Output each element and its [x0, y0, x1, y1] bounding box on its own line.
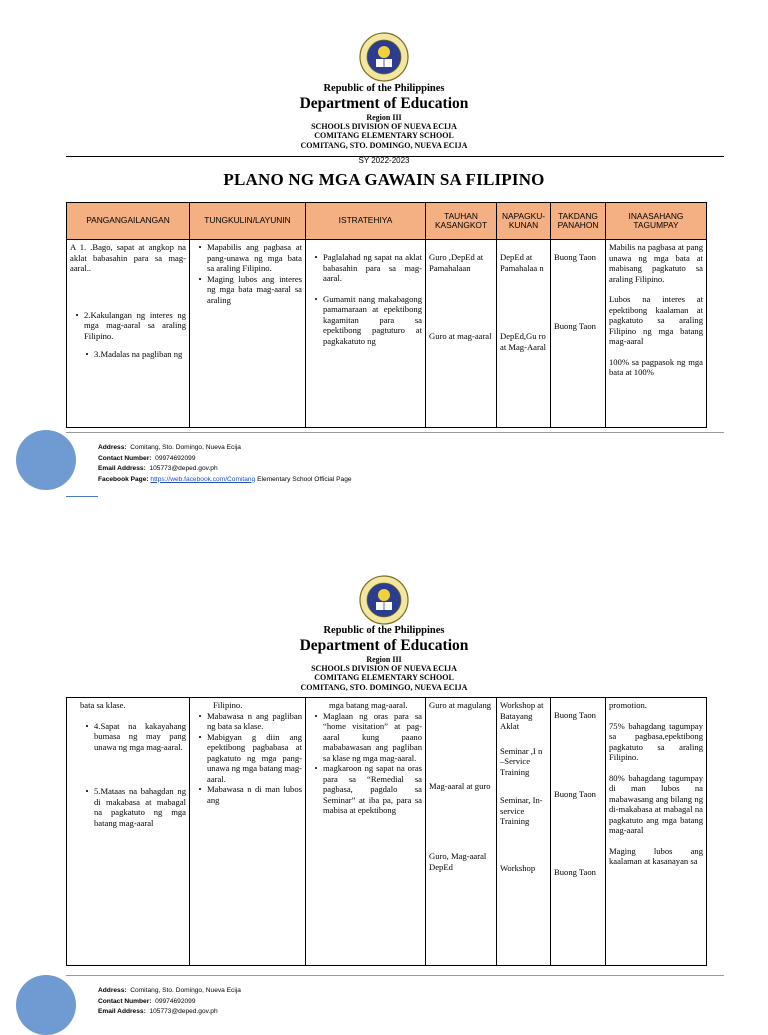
footer-address: Comitang, Sto. Domingo, Nueva Ecija: [130, 987, 241, 994]
school-label: COMITANG ELEMENTARY SCHOOL: [314, 673, 454, 682]
footer-email: 105773@deped.gov.ph: [149, 1008, 218, 1015]
cell-text: Guro at mag-aaral: [429, 331, 492, 341]
cell-text: 75% bahagdang tagumpay sa pagbasa,epektibong pagkatuto sa araling Filipino.: [609, 720, 703, 762]
region-label: Region III: [366, 113, 402, 122]
table-cell: [497, 698, 551, 966]
footer-logo-circle: [16, 430, 76, 490]
deped-seal-icon: [359, 32, 409, 82]
cell-text: Guro at magulang: [429, 700, 492, 710]
footer-fb-label: Facebook Page:: [98, 475, 149, 483]
cell-text: A 1. .Bago, sapat at angkop na aklat babasahin para sa mag-aaral..: [70, 242, 186, 273]
table-cell: bata sa klase. • 4.Sapat na kakayahang bumasa ng may pang unawa ng mga mag-aaral. • 5.Mataas na bahagdan ng di makabasa at mabagal na pagkatuto ng mga batang mag-aaral: [67, 698, 190, 966]
cell-text: Buong Taon: [554, 867, 596, 877]
cell-text: bata sa klase.: [80, 700, 126, 710]
table-cell: [426, 240, 497, 428]
cell-text: Workshop at Batayang Aklat: [500, 700, 544, 731]
footer-address: Comitang, Sto. Domingo, Nueva Ecija: [130, 444, 241, 451]
cell-text: Mabawasa n di man lubos ang: [207, 784, 302, 805]
department-heading: Department of Education: [299, 637, 469, 654]
cell-text: Guro ,DepEd at Pamahalaan: [429, 252, 484, 273]
footer-address-label: Address:: [98, 987, 127, 994]
table-cell: [551, 698, 606, 966]
col-header: INAASAHANG TAGUMPAY: [606, 203, 707, 240]
republic-heading: Republic of the Philippines: [323, 83, 445, 94]
footer-email-label: Email Address:: [98, 1008, 146, 1015]
cell-text: DepEd at Pamahalaa n: [500, 252, 544, 273]
cell-text: Seminar, In-service Training: [500, 795, 543, 826]
address-label: COMITANG, STO. DOMINGO, NUEVA ECIJA: [300, 141, 468, 150]
region-label: Region III: [366, 655, 402, 664]
plan-table-continued: [66, 697, 707, 966]
facebook-link[interactable]: https://web.facebook.com/Comitang: [150, 475, 256, 483]
footer-logo-circle: [16, 975, 76, 1035]
footer-contact-label: Contact Number:: [98, 997, 152, 1005]
cell-text: Mabilis na pagbasa at pang unawa ng mga bata at mabisang pagkatuto sa araling Filipino.: [609, 242, 703, 284]
plan-table: [66, 202, 707, 428]
cell-text: Paglalahad ng sapat na aklat babasahin para sa mag-aaral.: [323, 252, 422, 283]
cell-text: Seminar ,I n –Service Training: [500, 745, 543, 777]
table-cell: Filipino. • Mabawasa n ang pagliban ng bata sa klase. • Mabigyan g diin ang epektibong pagbabasa at pagkatuto ng mga pang-unawa ng mga batang mag-aaral. • Mabawasa n di man lubos ang: [190, 698, 306, 966]
cell-text: 3.Madalas na pagliban ng: [94, 349, 183, 359]
address-label: COMITANG, STO. DOMINGO, NUEVA ECIJA: [300, 683, 468, 692]
cell-text: 4.Sapat na kakayahang bumasa ng may pang unawa ng mga mag-aaral.: [94, 720, 186, 752]
table-cell: [551, 240, 606, 428]
footer-contact: [98, 443, 352, 485]
table-cell: [606, 240, 707, 428]
division-label: SCHOOLS DIVISION OF NUEVA ECIJA: [311, 122, 457, 131]
cell-text: Maging lubos ang interes ng mga bata mag-aaral sa araling: [207, 273, 302, 305]
division-label: SCHOOLS DIVISION OF NUEVA ECIJA: [311, 664, 457, 673]
table-row: [67, 698, 707, 966]
footer-contact-number: 09974692099: [155, 454, 196, 462]
col-header: NAPAGKU-KUNAN: [497, 203, 551, 240]
footer-contact: [98, 986, 241, 1018]
table-row: [67, 240, 707, 428]
cell-text: Mabigyan g diin ang epektibong pagbabasa at pagkatuto ng mga pang-unawa ng mga batang mag-aaral.: [207, 731, 302, 784]
footer-separator: [66, 432, 724, 433]
footer-email: 105773@deped.gov.ph: [149, 465, 218, 472]
table-cell: mga batang mag-aaral. • Maglaan ng oras para sa “home visitation” at pag-aaral kung paano mababawasan ang pagliban sa klase ng mga mag-aaral. • magkaroon ng sapat na oras para sa “Remedial sa pagbasa, pagdalo sa Seminar” at iba pa, para sa mabisa at epektibong: [306, 698, 426, 966]
cell-text: Mag-aaral at guro: [429, 780, 491, 791]
deped-seal-icon: [359, 575, 409, 625]
page-2: [0, 545, 768, 1024]
col-header: PANGANGAILANGAN: [67, 203, 190, 240]
table-header-row: [67, 203, 707, 240]
cell-text: Maging lubos ang kaalaman at kasanayan sa: [609, 845, 703, 866]
footer-contact-number: 09974692099: [155, 997, 196, 1005]
cell-text: Filipino.: [213, 700, 243, 710]
cell-text: 80% bahagdang tagumpay di man lubos na mabawasang ang bilang ng di-makabasa at mabagal na pagkatuto ang mga batang mag-aaral: [609, 772, 703, 835]
cell-text: Mapabilis ang pagbasa at pang-unawa ng mga bata sa araling Filipino.: [207, 242, 302, 273]
document-title: PLANO NG MGA GAWAIN SA FILIPINO: [223, 170, 545, 189]
col-header: ISTRATEHIYA: [306, 203, 426, 240]
school-label: COMITANG ELEMENTARY SCHOOL: [314, 131, 454, 140]
footer-accent-line: [66, 496, 98, 497]
cell-text: Buong Taon: [554, 252, 596, 262]
footer-email-label: Email Address:: [98, 465, 146, 472]
cell-text: Buong Taon: [554, 788, 596, 799]
cell-text: Gumamit nang makabagong pamamaraan at epektibong kagamitan para sa epektibong pagtuturo at pagkakatuto ng: [323, 293, 422, 346]
cell-text: Buong Taon: [554, 320, 596, 331]
cell-text: Lubos na interes at epektibong kaalaman at pagkatuto sa araling Filipino ng mga batang mag-aaral: [609, 294, 703, 346]
footer-fb-rest: Elementary School Official Page: [257, 475, 352, 483]
school-year: SY 2022-2023: [358, 156, 410, 165]
cell-text: promotion.: [609, 700, 647, 710]
table-cell: • Mapabilis ang pagbasa at pang-unawa ng mga bata sa araling Filipino. • Maging lubos ang interes ng mga bata mag-aaral sa araling: [190, 240, 306, 428]
col-header: TAUHAN KASANGKOT: [426, 203, 497, 240]
cell-text: Workshop: [500, 862, 536, 873]
cell-text: mga batang mag-aaral.: [329, 700, 408, 710]
cell-text: 5.Mataas na bahagdan ng di makabasa at mabagal na pagkatuto ng mga batang mag-aaral: [94, 786, 186, 828]
cell-text: Guro, Mag-aaral DepEd: [429, 851, 487, 872]
col-header: TAKDANG PANAHON: [551, 203, 606, 240]
cell-text: Buong Taon: [554, 710, 596, 720]
republic-heading: Republic of the Philippines: [323, 625, 445, 636]
department-heading: Department of Education: [299, 95, 469, 112]
cell-text: DepEd,Gu ro at Mag-Aaral: [500, 331, 547, 352]
footer-contact-label: Contact Number:: [98, 454, 152, 462]
cell-text: Maglaan ng oras para sa “home visitation” at pag-aaral kung paano mababawasan ang pagliban sa klase ng mga mag-aaral.: [323, 710, 422, 763]
table-cell: • Paglalahad ng sapat na aklat babasahin para sa mag-aaral. • Gumamit nang makabagong pamamaraan at epektibong kagamitan para sa epektibong pagtuturo at pagkakatuto ng: [306, 240, 426, 428]
table-cell: A 1. .Bago, sapat at angkop na aklat babasahin para sa mag-aaral.. • 2.Kakulangan ng interes ng mga mag-aaral sa araling Filipino. • 3.Madalas na pagliban ng: [67, 240, 190, 428]
table-cell: [497, 240, 551, 428]
table-cell: [426, 698, 497, 966]
cell-text: magkaroon ng sapat na oras para sa “Remedial sa pagbasa, pagdalo sa Seminar” at iba pa, para sa mabisa at epektibong: [323, 763, 422, 815]
cell-text: 2.Kakulangan ng interes ng mga mag-aaral sa araling Filipino.: [84, 309, 186, 341]
cell-text: Mabawasa n ang pagliban ng bata sa klase.: [207, 710, 302, 731]
footer-address-label: Address:: [98, 444, 127, 451]
col-header: TUNGKULIN/LAYUNIN: [190, 203, 306, 240]
footer-separator: [66, 975, 724, 976]
cell-text: 100% sa pagpasok ng mga bata at 100%: [609, 356, 703, 377]
table-cell: [606, 698, 707, 966]
